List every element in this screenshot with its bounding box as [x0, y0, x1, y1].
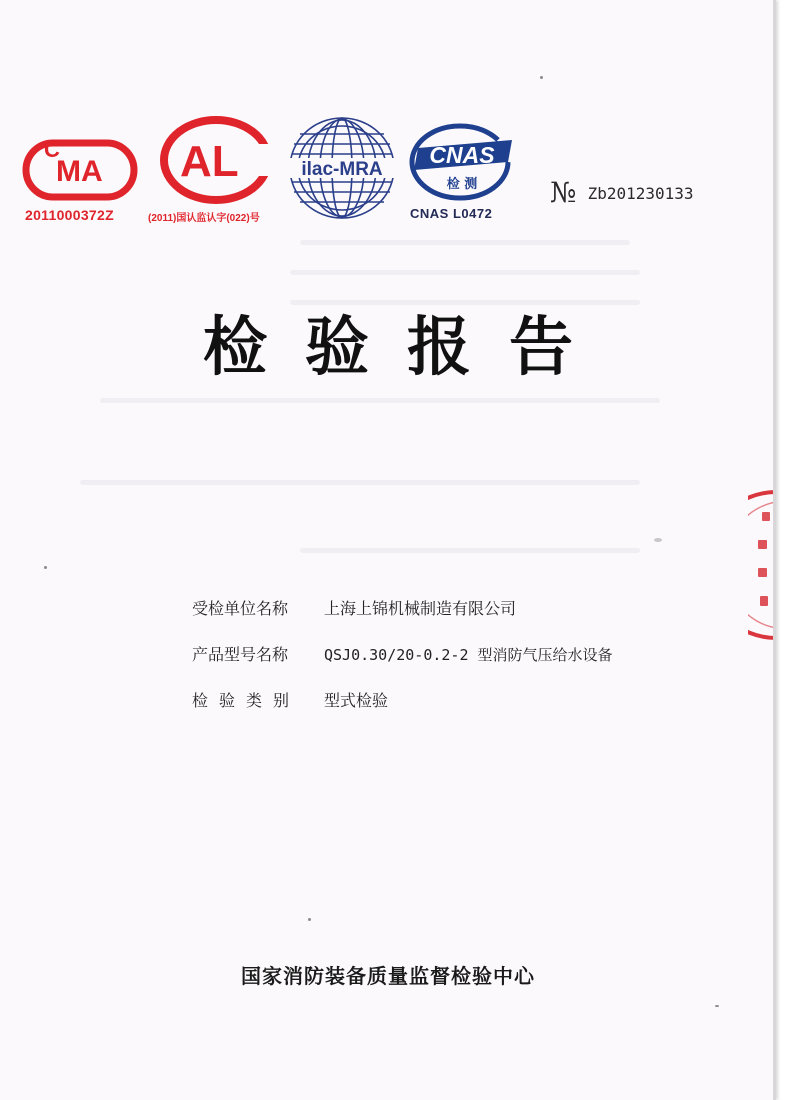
scan-speck — [654, 538, 662, 542]
show-through-line — [300, 548, 640, 553]
type-value: 型式检验 — [324, 691, 389, 710]
show-through-line — [100, 398, 660, 403]
product-label: 产品型号名称 — [192, 645, 289, 664]
client-label: 受检单位名称 — [192, 599, 289, 618]
type-row — [192, 688, 613, 734]
svg-text:C: C — [44, 137, 60, 162]
client-row — [192, 596, 613, 642]
show-through-line — [290, 270, 640, 275]
report-info — [192, 596, 613, 734]
client-value: 上海上锦机械制造有限公司 — [324, 599, 517, 618]
type-label: 检验类别 — [192, 691, 301, 710]
cnas-logo-text: CNAS — [429, 142, 495, 168]
number-sign: № — [550, 176, 577, 209]
show-through-line — [300, 240, 630, 245]
report-number-value: Zb201230133 — [587, 184, 694, 203]
cal-logo — [158, 114, 274, 206]
scan-speck — [44, 566, 47, 569]
cnas-code: CNAS L0472 — [410, 206, 493, 221]
scan-speck — [540, 76, 543, 79]
ilac-logo-text: ilac-MRA — [301, 159, 383, 180]
issuer-name: 国家消防装备质量监督检验中心 — [241, 964, 535, 988]
ilac-mra-logo — [286, 114, 398, 222]
cal-logo-text: AL — [180, 137, 239, 186]
report-number — [550, 176, 694, 209]
cma-logo-text: MA — [56, 155, 103, 188]
cal-code: (2011)国认监认字(022)号 — [148, 213, 260, 224]
cnas-logo — [404, 118, 516, 210]
product-value: QSJ0.30/20-0.2-2 型消防气压给水设备 — [324, 646, 613, 664]
show-through-line — [80, 480, 640, 485]
scan-speck — [715, 1005, 719, 1007]
cnas-sub-text: 检 测 — [446, 177, 478, 192]
cma-code: 2011000372Z — [25, 207, 114, 223]
scan-speck — [308, 918, 311, 921]
seal-stamp — [748, 490, 776, 644]
cma-logo — [22, 137, 138, 203]
product-row — [192, 642, 613, 688]
page-title: 检验报告 — [203, 311, 611, 385]
